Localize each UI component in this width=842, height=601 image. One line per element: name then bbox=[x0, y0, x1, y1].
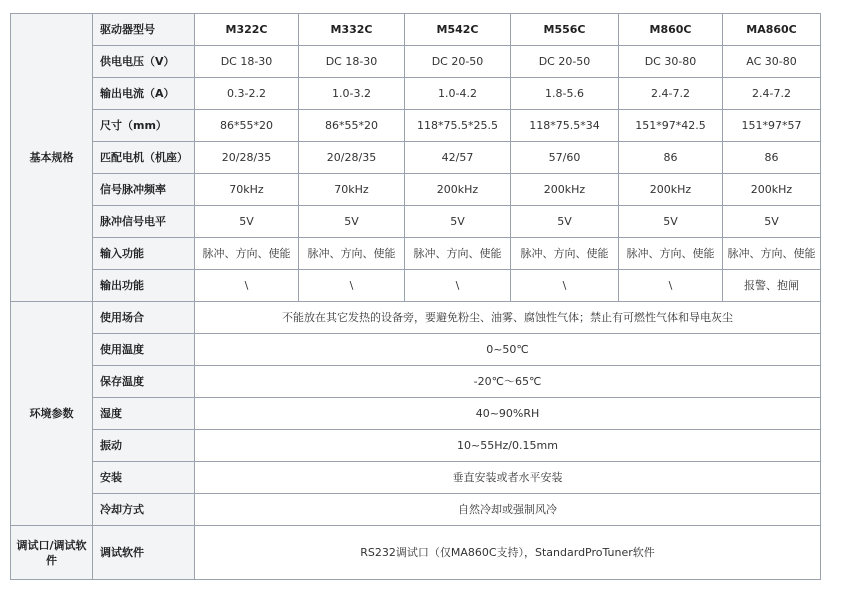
cell-value: 20/28/35 bbox=[299, 142, 405, 174]
row-model bbox=[11, 14, 821, 46]
row-label: 冷却方式 bbox=[93, 494, 195, 526]
row-label: 保存温度 bbox=[93, 366, 195, 398]
cell-value: 不能放在其它发热的设备旁，要避免粉尘、油雾、腐蚀性气体；禁止有可燃性气体和导电灰尘 bbox=[195, 302, 821, 334]
cell-value: DC 20-50 bbox=[511, 46, 619, 78]
cell-value: 57/60 bbox=[511, 142, 619, 174]
cell-value: 自然冷却或强制风冷 bbox=[195, 494, 821, 526]
cell-value: 1.8-5.6 bbox=[511, 78, 619, 110]
row-label: 振动 bbox=[93, 430, 195, 462]
group-basic-spec: 基本规格 bbox=[11, 14, 93, 302]
cell-value: 151*97*42.5 bbox=[619, 110, 723, 142]
driver-spec-table bbox=[10, 13, 821, 580]
cell-value: 118*75.5*34 bbox=[511, 110, 619, 142]
cell-value: 86 bbox=[619, 142, 723, 174]
cell-value: DC 30-80 bbox=[619, 46, 723, 78]
row-usage-location bbox=[11, 302, 821, 334]
row-cooling-method bbox=[11, 494, 821, 526]
row-label: 匹配电机（机座） bbox=[93, 142, 195, 174]
row-signal-level bbox=[11, 206, 821, 238]
group-environment: 环境参数 bbox=[11, 302, 93, 526]
model-m542c: M542C bbox=[405, 14, 511, 46]
cell-value: 86*55*20 bbox=[195, 110, 299, 142]
row-output-function bbox=[11, 270, 821, 302]
row-output-current bbox=[11, 78, 821, 110]
cell-value: 1.0-4.2 bbox=[405, 78, 511, 110]
cell-value: 垂直安装或者水平安装 bbox=[195, 462, 821, 494]
model-m322c: M322C bbox=[195, 14, 299, 46]
row-input-function bbox=[11, 238, 821, 270]
cell-value: 200kHz bbox=[511, 174, 619, 206]
cell-value: 42/57 bbox=[405, 142, 511, 174]
cell-value: 报警、抱闸 bbox=[723, 270, 821, 302]
row-label: 使用场合 bbox=[93, 302, 195, 334]
cell-value: 脉冲、方向、使能 bbox=[619, 238, 723, 270]
cell-value: 70kHz bbox=[195, 174, 299, 206]
row-storage-temperature bbox=[11, 366, 821, 398]
row-matching-motor bbox=[11, 142, 821, 174]
cell-value: 0.3-2.2 bbox=[195, 78, 299, 110]
cell-value: 200kHz bbox=[619, 174, 723, 206]
cell-value: 86 bbox=[723, 142, 821, 174]
cell-value: 脉冲、方向、使能 bbox=[723, 238, 821, 270]
row-label: 尺寸（mm） bbox=[93, 110, 195, 142]
row-label: 安装 bbox=[93, 462, 195, 494]
group-debug-port: 调试口/调试软件 bbox=[11, 526, 93, 580]
row-label: 输入功能 bbox=[93, 238, 195, 270]
cell-value: 200kHz bbox=[405, 174, 511, 206]
row-pulse-frequency bbox=[11, 174, 821, 206]
row-operating-temperature bbox=[11, 334, 821, 366]
cell-value: \ bbox=[195, 270, 299, 302]
cell-value: 2.4-7.2 bbox=[619, 78, 723, 110]
cell-value: \ bbox=[405, 270, 511, 302]
model-m556c: M556C bbox=[511, 14, 619, 46]
model-m332c: M332C bbox=[299, 14, 405, 46]
cell-value: \ bbox=[299, 270, 405, 302]
cell-value: 0~50℃ bbox=[195, 334, 821, 366]
cell-value: 脉冲、方向、使能 bbox=[405, 238, 511, 270]
cell-value: \ bbox=[511, 270, 619, 302]
cell-value: 118*75.5*25.5 bbox=[405, 110, 511, 142]
row-label: 使用温度 bbox=[93, 334, 195, 366]
row-dimensions bbox=[11, 110, 821, 142]
cell-value: 200kHz bbox=[723, 174, 821, 206]
row-humidity bbox=[11, 398, 821, 430]
cell-value: 5V bbox=[299, 206, 405, 238]
row-supply-voltage bbox=[11, 46, 821, 78]
cell-value: 20/28/35 bbox=[195, 142, 299, 174]
model-m860c: M860C bbox=[619, 14, 723, 46]
cell-value: DC 20-50 bbox=[405, 46, 511, 78]
row-installation bbox=[11, 462, 821, 494]
cell-value: AC 30-80 bbox=[723, 46, 821, 78]
label-driver-model: 驱动器型号 bbox=[93, 14, 195, 46]
cell-value: 5V bbox=[723, 206, 821, 238]
row-label: 输出功能 bbox=[93, 270, 195, 302]
cell-value: 151*97*57 bbox=[723, 110, 821, 142]
row-label: 湿度 bbox=[93, 398, 195, 430]
cell-value: -20℃～65℃ bbox=[195, 366, 821, 398]
cell-value: 70kHz bbox=[299, 174, 405, 206]
cell-value: 10~55Hz/0.15mm bbox=[195, 430, 821, 462]
row-debug-software bbox=[11, 526, 821, 580]
cell-value: 2.4-7.2 bbox=[723, 78, 821, 110]
cell-value: 40~90%RH bbox=[195, 398, 821, 430]
row-vibration bbox=[11, 430, 821, 462]
cell-value: 5V bbox=[405, 206, 511, 238]
model-ma860c: MA860C bbox=[723, 14, 821, 46]
cell-value: 脉冲、方向、使能 bbox=[511, 238, 619, 270]
cell-value: DC 18-30 bbox=[195, 46, 299, 78]
cell-value: 1.0-3.2 bbox=[299, 78, 405, 110]
cell-value: 脉冲、方向、使能 bbox=[299, 238, 405, 270]
cell-value: 5V bbox=[195, 206, 299, 238]
cell-value: \ bbox=[619, 270, 723, 302]
cell-value: 脉冲、方向、使能 bbox=[195, 238, 299, 270]
cell-value: 5V bbox=[511, 206, 619, 238]
row-label: 输出电流（A） bbox=[93, 78, 195, 110]
row-label: 供电电压（V） bbox=[93, 46, 195, 78]
spec-table-container bbox=[10, 13, 821, 580]
cell-value: 86*55*20 bbox=[299, 110, 405, 142]
cell-value: RS232调试口（仅MA860C支持），StandardProTuner软件 bbox=[195, 526, 821, 580]
cell-value: 5V bbox=[619, 206, 723, 238]
cell-value: DC 18-30 bbox=[299, 46, 405, 78]
row-label: 脉冲信号电平 bbox=[93, 206, 195, 238]
row-label: 信号脉冲频率 bbox=[93, 174, 195, 206]
row-label: 调试软件 bbox=[93, 526, 195, 580]
